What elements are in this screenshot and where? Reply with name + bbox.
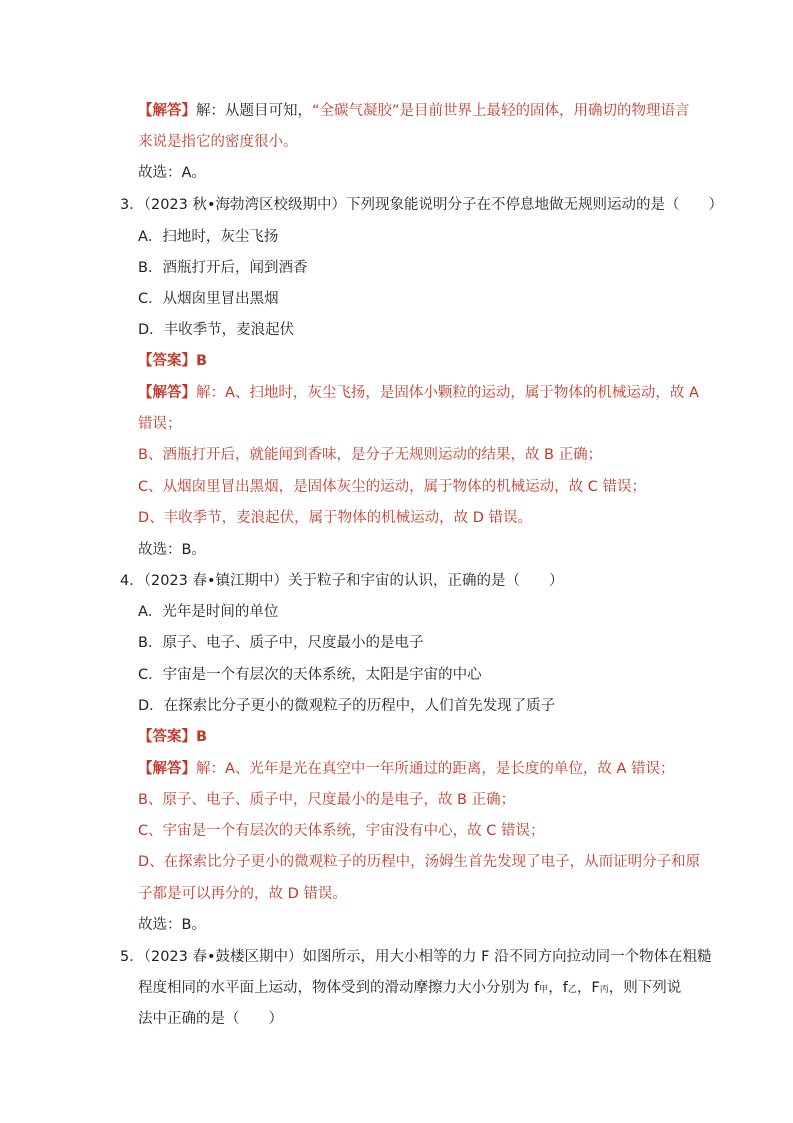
q4-analysis-line-4: D、在探索比分子更小的微观粒子的历程中，汤姆生首先发现了电子，从而证明分子和原 [138,854,701,870]
q4-answer: 【答案】B [138,729,208,745]
q3-analysis-line-4: C、从烟囱里冒出黑烟，是固体灰尘的运动，属于物体的机械运动，故 C 错误； [138,479,646,495]
q3-option-c: C．从烟囱里冒出黑烟 [138,291,279,307]
q5-stem-text: ，则下列说 [608,980,682,996]
analysis-tag: 【解答】 [138,385,196,401]
subscript-bing: 丙 [599,985,609,995]
q3-stem: 3．（2023 秋•海勃湾区校级期中）下列现象能说明分子在不停息地做无规则运动的是（ ） [120,197,724,213]
q4-option-c: C．宇宙是一个有层次的天体系统，太阳是宇宙的中心 [138,667,482,683]
q3-analysis-line-5: D、丰收季节，麦浪起伏，属于物体的机械运动，故 D 错误。 [138,510,533,526]
q3-analysis-line-3: B、酒瓶打开后，就能闻到香味，是分子无规则运动的结果，故 B 正确； [138,447,603,463]
q5-stem-line-1: 5．（2023 春•鼓楼区期中）如图所示，用大小相等的力 F 沿不同方向拉动同一个物体在粗糙 [120,949,712,965]
analysis-prefix: 解：从题目可知， [196,103,312,119]
analysis-text: 解：A、扫地时，灰尘飞扬，是固体小颗粒的运动，属于物体的机械运动，故 A [196,385,699,401]
q3-analysis-line-2: 错误； [138,416,182,432]
q4-analysis-line-5: 子都是可以再分的，故 D 错误。 [138,886,347,902]
q5-stem-text: 程度相同的水平面上运动，物体受到的滑动摩擦力大小分别为 f [138,980,540,996]
analysis-tag: 【解答】 [138,761,196,777]
separator: ，f [548,980,568,996]
analysis-red-text: “全碳气凝胶”是目前世界上最轻的固体，用确切的物理语言 [312,103,690,119]
subscript-yi: 乙 [567,985,577,995]
q3-option-a: A．扫地时，灰尘飞扬 [138,229,279,245]
separator: ，F [576,980,600,996]
q4-choose: 故选：B。 [138,917,206,933]
q2-analysis-line-1 [138,101,690,121]
analysis-tag: 【解答】 [138,103,196,119]
q4-option-d: D．在探索比分子更小的微观粒子的历程中，人们首先发现了质子 [138,698,556,714]
q5-stem-line-3: 法中正确的是（ ） [138,1011,283,1027]
subscript-jia: 甲 [539,985,549,995]
q3-option-d: D．丰收季节，麦浪起伏 [138,322,295,338]
q4-analysis-line-1 [138,759,675,779]
q3-answer: 【答案】B [138,353,208,369]
q3-option-b: B．酒瓶打开后，闻到酒香 [138,260,308,276]
q4-analysis-line-2: B、原子、电子、质子中，尺度最小的是电子，故 B 正确； [138,792,516,808]
analysis-text: 解：A、光年是光在真空中一年所通过的距离，是长度的单位，故 A 错误； [196,761,675,777]
q2-choose: 故选：A。 [138,165,206,181]
q2-analysis-line-2: 来说是指它的密度很小。 [138,134,298,150]
q4-analysis-line-3: C、宇宙是一个有层次的天体系统，宇宙没有中心，故 C 错误； [138,823,545,839]
q5-stem-line-2 [138,978,681,1000]
q3-choose: 故选：B。 [138,542,206,558]
q4-option-b: B．原子、电子、质子中，尺度最小的是电子 [138,635,424,651]
q4-stem: 4．（2023 春•镇江期中）关于粒子和宇宙的认识，正确的是（ ） [120,573,564,589]
q4-option-a: A．光年是时间的单位 [138,604,279,620]
q3-analysis-line-1 [138,383,699,403]
